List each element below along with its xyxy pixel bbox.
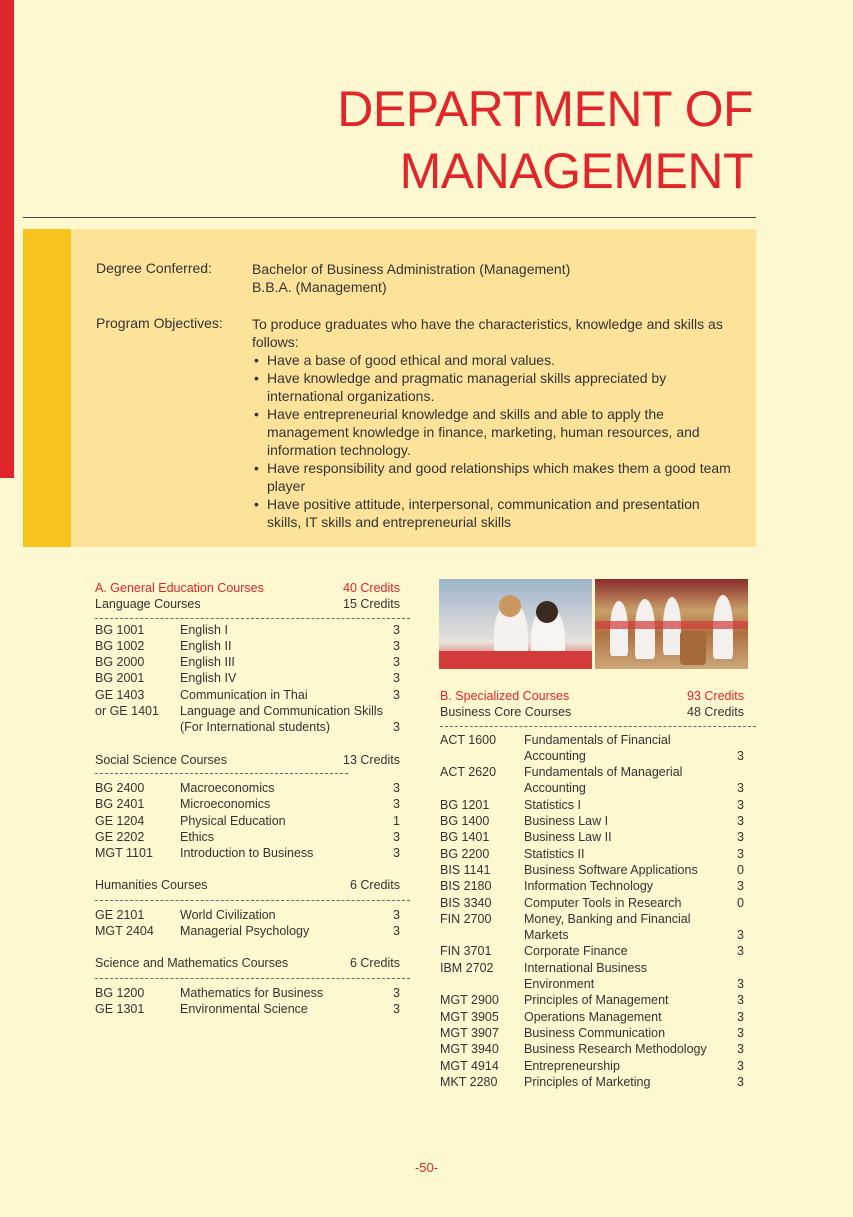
- course-credit: 3: [737, 781, 744, 796]
- specialized-credits: 93 Credits: [687, 689, 744, 703]
- course-credit: 3: [393, 1001, 400, 1016]
- course-code: GE 2101: [95, 907, 145, 922]
- course-credit: 3: [393, 985, 400, 1000]
- table-row: [440, 1025, 756, 1041]
- course-credit: 3: [393, 797, 400, 812]
- course-code: FIN 3701: [440, 944, 492, 959]
- table-row: [95, 796, 410, 812]
- general-education-credits: 40 Credits: [343, 581, 400, 595]
- specialized-section: [440, 688, 756, 1090]
- course-credit: 3: [393, 924, 400, 939]
- course-title: Principles of Management: [524, 993, 669, 1008]
- course-title: Business Software Applications: [524, 862, 698, 877]
- course-credit: 3: [737, 797, 744, 812]
- course-code: GE 2202: [95, 829, 145, 844]
- social-science-table: [95, 780, 410, 861]
- dashed-divider: [95, 978, 410, 979]
- language-courses-table: [95, 622, 410, 736]
- course-code: BG 1400: [440, 814, 490, 829]
- dashed-divider: [95, 618, 410, 619]
- course-credit: 0: [737, 862, 744, 877]
- course-credit: 3: [393, 846, 400, 861]
- dashed-divider: [95, 900, 410, 901]
- table-row: [95, 670, 410, 686]
- course-title: Environmental Science: [180, 1001, 308, 1016]
- course-credit: 3: [737, 1009, 744, 1024]
- course-code: MGT 2900: [440, 993, 499, 1008]
- course-title: English II: [180, 638, 232, 653]
- course-title: Business Law II: [524, 830, 612, 845]
- table-row: [95, 719, 410, 735]
- course-credit: 3: [737, 748, 744, 763]
- course-credit: 3: [393, 780, 400, 795]
- course-code: BG 1001: [95, 622, 145, 637]
- table-row: [95, 923, 410, 939]
- course-credit: 3: [393, 720, 400, 735]
- course-title: Business Communication: [524, 1025, 666, 1040]
- course-title: International Business: [524, 960, 647, 975]
- science-math-table: [95, 985, 410, 1018]
- course-code: MGT 1101: [95, 846, 153, 861]
- course-credit: 3: [393, 829, 400, 844]
- course-code: BG 2000: [95, 655, 145, 670]
- program-info-box: [23, 229, 756, 547]
- course-code: GE 1301: [95, 1001, 145, 1016]
- course-title: Microeconomics: [180, 797, 271, 812]
- table-row: [440, 1074, 756, 1090]
- course-credit: 3: [737, 944, 744, 959]
- humanities-table: [95, 907, 410, 940]
- table-row: [440, 797, 756, 813]
- course-code: GE 1204: [95, 813, 145, 828]
- page-title: [337, 78, 753, 202]
- course-credit: 3: [737, 814, 744, 829]
- course-title: (For International students): [180, 720, 331, 735]
- course-title: Ethics: [180, 829, 215, 844]
- course-credit: 3: [393, 655, 400, 670]
- objectives-intro: To produce graduates who have the characteristics, knowledge and skills as follows:: [252, 316, 723, 350]
- table-row: [95, 638, 410, 654]
- course-title: Entrepreneurship: [524, 1058, 620, 1073]
- language-courses-heading: Language Courses: [95, 597, 201, 612]
- course-title: Markets: [524, 928, 569, 943]
- title-line-2: MANAGEMENT: [399, 143, 753, 199]
- dashed-divider: [95, 773, 348, 774]
- general-education-section: [95, 580, 410, 1017]
- objectives-list: [252, 351, 732, 531]
- table-row: [440, 878, 756, 894]
- course-credit: 3: [737, 928, 744, 943]
- table-row: [440, 1009, 756, 1025]
- course-code: ACT 1600: [440, 732, 497, 747]
- course-code: BG 2400: [95, 780, 145, 795]
- science-math-credits: 6 Credits: [349, 956, 400, 971]
- general-education-heading: A. General Education Courses: [95, 581, 264, 595]
- objective-item: • Have responsibility and good relationships which makes them a good team player: [252, 459, 732, 495]
- humanities-credits: 6 Credits: [349, 878, 400, 893]
- course-title: Corporate Finance: [524, 944, 628, 959]
- table-row: [95, 985, 410, 1001]
- table-row: [440, 927, 756, 943]
- business-core-heading: Business Core Courses: [440, 705, 572, 720]
- table-row: [95, 907, 410, 923]
- general-education-header: [95, 580, 410, 596]
- table-row: [440, 780, 756, 796]
- course-title: Money, Banking and Financial: [524, 911, 691, 926]
- course-code: BG 1401: [440, 830, 490, 845]
- table-row: [440, 895, 756, 911]
- course-code: MGT 3907: [440, 1025, 499, 1040]
- course-title: Introduction to Business: [180, 846, 314, 861]
- course-title: Accounting: [524, 748, 586, 763]
- degree-text: [252, 260, 732, 296]
- table-row: [95, 622, 410, 638]
- course-title: Statistics II: [524, 846, 585, 861]
- objective-item: • Have entrepreneurial knowledge and skills and able to apply the management knowledge in finance, marketing, human resources, and information technology.: [252, 405, 732, 459]
- title-divider: [23, 217, 756, 218]
- table-row: [440, 992, 756, 1008]
- yellow-side-bar: [23, 229, 71, 547]
- business-core-credits: 48 Credits: [687, 705, 744, 720]
- objective-item: • Have a base of good ethical and moral values.: [252, 351, 732, 369]
- course-credit: 3: [393, 687, 400, 702]
- course-code: IBM 2702: [440, 960, 494, 975]
- red-side-strip: [0, 0, 14, 478]
- course-credit: 1: [393, 813, 400, 828]
- social-science-header: [95, 752, 410, 768]
- table-row: [440, 911, 756, 927]
- course-credit: 3: [737, 1058, 744, 1073]
- course-code: BG 1002: [95, 638, 145, 653]
- course-credit: 3: [737, 1042, 744, 1057]
- course-title: Physical Education: [180, 813, 286, 828]
- specialized-header: [440, 688, 756, 704]
- course-title: Operations Management: [524, 1009, 662, 1024]
- course-credit: 3: [737, 993, 744, 1008]
- course-code: BG 2401: [95, 797, 145, 812]
- course-credit: 3: [737, 846, 744, 861]
- course-title: Information Technology: [524, 879, 654, 894]
- course-code: BIS 2180: [440, 879, 492, 894]
- course-code: or GE 1401: [95, 704, 159, 719]
- table-row: [440, 732, 756, 748]
- dashed-divider: [440, 726, 756, 727]
- specialized-heading: B. Specialized Courses: [440, 689, 570, 703]
- language-courses-header: [95, 596, 410, 612]
- course-title: Principles of Marketing: [524, 1074, 651, 1089]
- table-row: [440, 829, 756, 845]
- course-credit: 3: [737, 879, 744, 894]
- course-code: MGT 3905: [440, 1009, 499, 1024]
- table-row: [95, 813, 410, 829]
- table-row: [440, 976, 756, 992]
- course-code: BIS 1141: [440, 862, 491, 877]
- degree-line-2: B.B.A. (Management): [252, 279, 387, 295]
- course-credit: 3: [737, 830, 744, 845]
- table-row: [440, 748, 756, 764]
- student-photos: [439, 579, 748, 669]
- students-photo-left: [439, 579, 592, 669]
- humanities-heading: Humanities Courses: [95, 878, 208, 893]
- objective-item: • Have positive attitude, interpersonal, communication and presentation skills, IT skills and entrepreneurial skills: [252, 495, 732, 531]
- course-code: MGT 2404: [95, 924, 154, 939]
- objectives-label: Program Objectives:: [96, 315, 223, 331]
- science-math-heading: Science and Mathematics Courses: [95, 956, 289, 971]
- table-row: [440, 960, 756, 976]
- course-code: MGT 3940: [440, 1042, 499, 1057]
- humanities-header: [95, 877, 410, 893]
- course-code: BG 1200: [95, 985, 145, 1000]
- page-number: -50-: [414, 1160, 439, 1175]
- course-title: English IV: [180, 671, 237, 686]
- table-row: [440, 813, 756, 829]
- course-credit: 3: [393, 671, 400, 686]
- course-credit: 0: [737, 895, 744, 910]
- business-core-table: [440, 732, 756, 1091]
- course-code: BG 2200: [440, 846, 490, 861]
- course-title: Environment: [524, 977, 595, 992]
- table-row: [440, 764, 756, 780]
- course-code: GE 1403: [95, 687, 145, 702]
- course-title: Computer Tools in Research: [524, 895, 682, 910]
- course-title: Macroeconomics: [180, 780, 275, 795]
- table-row: [440, 943, 756, 959]
- table-row: [440, 1041, 756, 1057]
- course-title: Statistics I: [524, 797, 581, 812]
- course-code: BIS 3340: [440, 895, 492, 910]
- course-code: BG 1201: [440, 797, 490, 812]
- degree-label: Degree Conferred:: [96, 260, 212, 276]
- language-courses-credits: 15 Credits: [343, 597, 400, 612]
- course-title: Communication in Thai: [180, 687, 308, 702]
- table-row: [95, 845, 410, 861]
- course-credit: 3: [393, 907, 400, 922]
- table-row: [95, 1001, 410, 1017]
- table-row: [95, 687, 410, 703]
- title-line-1: DEPARTMENT OF: [337, 81, 753, 137]
- table-row: [95, 703, 410, 719]
- course-credit: 3: [737, 1074, 744, 1089]
- course-code: MKT 2280: [440, 1074, 498, 1089]
- course-title: Language and Communication Skills: [180, 704, 383, 719]
- business-core-header: [440, 704, 756, 720]
- course-title: Business Law I: [524, 814, 609, 829]
- table-row: [440, 846, 756, 862]
- course-credit: 3: [393, 638, 400, 653]
- course-title: World Civilization: [180, 907, 276, 922]
- course-code: ACT 2620: [440, 765, 497, 780]
- students-photo-right: [595, 579, 748, 669]
- social-science-credits: 13 Credits: [343, 752, 400, 767]
- course-title: English III: [180, 655, 235, 670]
- course-title: English I: [180, 622, 228, 637]
- course-code: BG 2001: [95, 671, 145, 686]
- course-code: FIN 2700: [440, 911, 492, 926]
- degree-line-1: Bachelor of Business Administration (Management): [252, 261, 571, 277]
- objective-item: • Have knowledge and pragmatic managerial skills appreciated by international organizations.: [252, 369, 732, 405]
- table-row: [440, 862, 756, 878]
- table-row: [95, 654, 410, 670]
- objectives-text: [252, 315, 732, 531]
- course-title: Mathematics for Business: [180, 985, 324, 1000]
- table-row: [95, 829, 410, 845]
- social-science-heading: Social Science Courses: [95, 752, 228, 767]
- course-code: MGT 4914: [440, 1058, 499, 1073]
- course-credit: 3: [393, 622, 400, 637]
- science-math-header: [95, 955, 410, 971]
- table-row: [95, 780, 410, 796]
- course-title: Managerial Psychology: [180, 924, 310, 939]
- table-row: [440, 1058, 756, 1074]
- course-credit: 3: [737, 977, 744, 992]
- course-title: Fundamentals of Financial: [524, 732, 671, 747]
- course-credit: 3: [737, 1025, 744, 1040]
- course-title: Business Research Methodology: [524, 1042, 707, 1057]
- course-title: Fundamentals of Managerial: [524, 765, 683, 780]
- course-title: Accounting: [524, 781, 586, 796]
